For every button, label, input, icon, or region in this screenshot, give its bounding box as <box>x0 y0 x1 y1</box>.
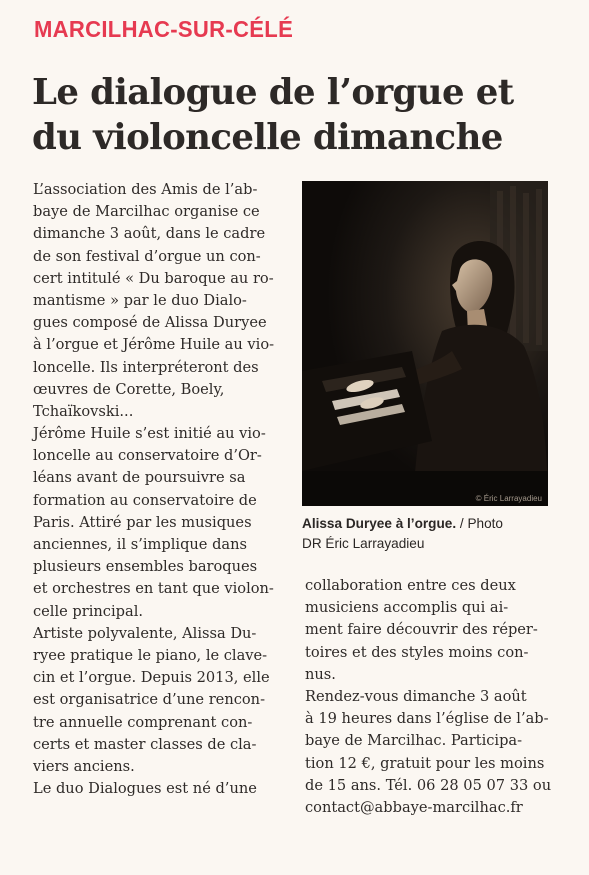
body-text-line: dimanche 3 août, dans le cadre <box>33 225 266 243</box>
body-text-line: loncelle au conservatoire d’Or- <box>33 447 262 465</box>
body-text-line: Jérôme Huile s’est initié au vio- <box>33 425 266 443</box>
body-text-line: viers anciens. <box>33 757 135 775</box>
body-text-line: est organisatrice d’une rencon- <box>33 691 266 709</box>
caption-credit: DR Éric Larrayadieu <box>302 536 425 551</box>
body-text-line: mantisme » par le duo Dialo- <box>33 291 247 309</box>
body-text-line: de son festival d’orgue un con- <box>33 247 261 265</box>
photo-watermark: © Éric Larrayadieu <box>475 494 542 503</box>
section-kicker: MARCILHAC-SUR-CÉLÉ <box>34 16 294 42</box>
body-text-line: Artiste polyvalente, Alissa Du- <box>33 624 257 642</box>
caption-photo-label: / Photo <box>456 516 503 531</box>
body-text-line: collaboration entre ces deux <box>305 577 516 594</box>
body-text-line: cert intitulé « Du baroque au ro- <box>33 269 274 287</box>
body-text-line: loncelle. Ils interpréteront des <box>33 358 259 376</box>
body-text-line: à 19 heures dans l’église de l’ab- <box>305 710 549 728</box>
body-text-line: nus. <box>305 665 336 683</box>
photo-caption <box>302 514 552 554</box>
body-text-line: formation au conservatoire de <box>33 491 257 509</box>
body-text-line: baye de Marcilhac organise ce <box>33 203 260 221</box>
body-text-line: Tchaïkovski... <box>33 402 134 420</box>
body-text-line: tre annuelle comprenant con- <box>33 713 253 731</box>
body-text-line: œuvres de Corette, Boely, <box>33 380 225 398</box>
article-body-left-column <box>33 179 283 800</box>
body-text-line: Paris. Attiré par les musiques <box>33 513 252 531</box>
body-text-line: léans avant de poursuivre sa <box>33 469 246 487</box>
body-text-line: Le duo Dialogues est né d’une <box>33 780 257 798</box>
body-text-line: de 15 ans. Tél. 06 28 05 07 33 ou <box>305 776 552 794</box>
headline-line: du violoncelle dimanche <box>32 117 503 158</box>
article-body-right-column <box>305 575 553 819</box>
body-text-line: gues composé de Alissa Duryee <box>33 314 267 332</box>
organist-photo-illustration <box>302 181 548 506</box>
article-headline <box>32 70 562 160</box>
body-text-line: tion 12 €, gratuit pour les moins <box>305 754 545 772</box>
body-text-line: à l’orgue et Jérôme Huile au vio- <box>33 336 275 354</box>
body-text-line: anciennes, il s’implique dans <box>33 536 248 553</box>
body-text-line: certs et master classes de cla- <box>33 735 257 753</box>
body-text-line: et orchestres en tant que violon- <box>33 580 274 598</box>
body-text-line: cin et l’orgue. Depuis 2013, elle <box>33 669 270 687</box>
body-text-line: ment faire découvrir des réper- <box>305 621 538 639</box>
body-text-line: contact@abbaye-marcilhac.fr <box>305 798 523 816</box>
body-text-line: ryee pratique le piano, le clave- <box>33 646 268 664</box>
body-text-line: plusieurs ensembles baroques <box>33 558 258 576</box>
body-text-line: L’association des Amis de l’ab- <box>33 181 258 198</box>
body-text-line: Rendez-vous dimanche 3 août <box>305 687 527 705</box>
body-text-line: musiciens accomplis qui ai- <box>305 599 509 617</box>
body-text-line: toires et des styles moins con- <box>305 643 529 661</box>
headline-line: Le dialogue de l’orgue et <box>32 72 514 113</box>
caption-title: Alissa Duryee à l’orgue. <box>302 516 457 531</box>
article-photo <box>302 181 548 506</box>
body-text-line: celle principal. <box>33 602 143 620</box>
body-text-line: baye de Marcilhac. Participa- <box>305 732 523 750</box>
